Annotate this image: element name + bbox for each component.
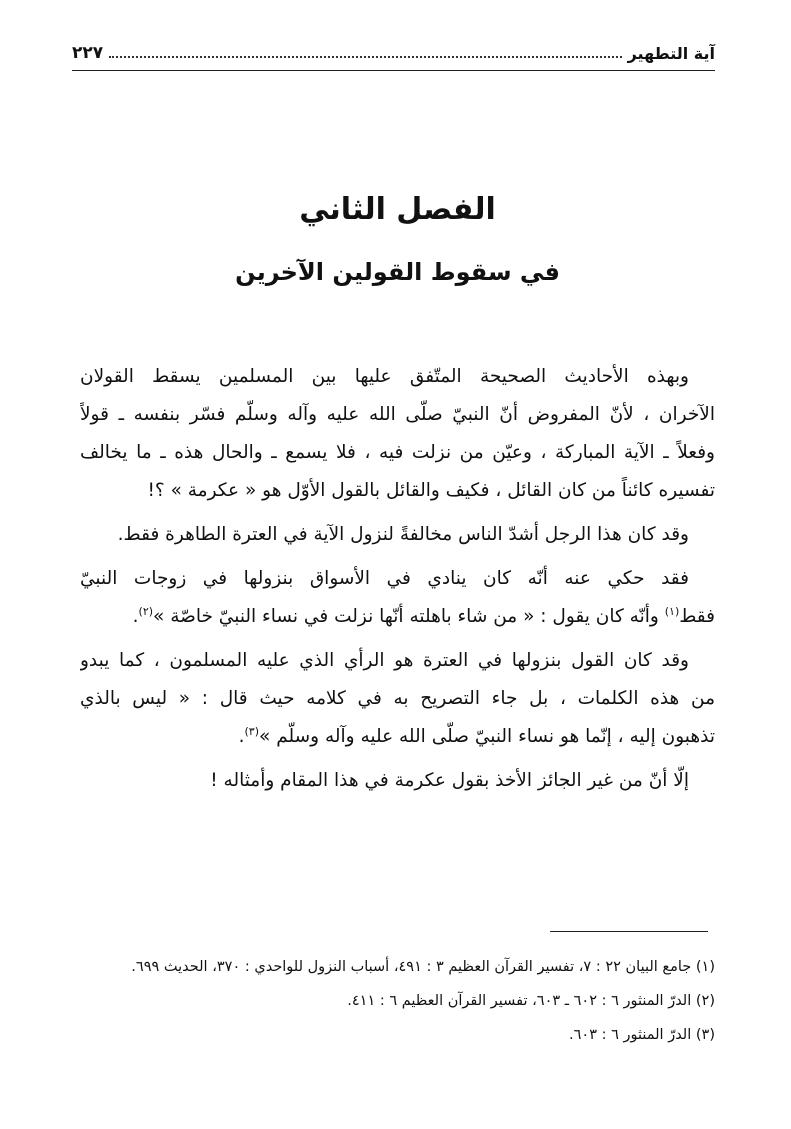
footnote-ref-2: (٢) [138,604,154,618]
running-header [72,38,715,71]
running-title: آية التطهير [627,43,715,63]
body-text [80,358,715,800]
footnote-ref-1: (١) [664,604,680,618]
footnote-3: (٣) الدرّ المنثور ٦ : ٦٠٣. [569,1027,715,1043]
text-fragment: . [238,726,245,747]
paragraph-3 [80,560,715,636]
paragraph-1 [80,358,715,510]
footnote-separator [550,931,708,932]
paragraph-5 [80,762,715,800]
text-line [80,718,715,756]
chapter-title: الفصل الثاني [299,192,496,227]
text-line: تفسيره كائناً من كان القائل ، فكيف والقائل بالقول الأوّل هو « عكرمة » ؟! [147,480,715,501]
text-fragment: تذهبون إليه ، إنّما هو نساء النبيّ صلّى الله عليه وآله وسلّم » [259,726,715,747]
page-number: ٢٢٧ [72,43,104,63]
text-line: وقد كان القول بنزولها في العترة هو الرأي الذي عليه المسلمون ، كما يبدو [80,650,689,671]
text-line [80,598,715,636]
text-line: وقد كان هذا الرجل أشدّ الناس مخالفةً لنزول الآية في العترة الطاهرة فقط. [117,524,689,545]
text-line: وبهذه الأحاديث الصحيحة المتّفق عليها بين المسلمين يسقط القولان [80,366,689,387]
paragraph-2 [80,516,715,554]
text-line: إلّا أنّ من غير الجائز الأخذ بقول عكرمة في هذا المقام وأمثاله ! [210,770,689,791]
text-line: من هذه الكلمات ، بل جاء التصريح به في كلامه حيث قال : « ليس بالذي [80,688,715,709]
footnote-1: (١) جامع البيان ٢٢ : ٧، تفسير القرآن العظيم ٣ : ٤٩١، أسباب النزول للواحدي : ٣٧٠، الحديث ٦٩٩. [131,959,715,975]
chapter-subtitle: في سقوط القولين الآخرين [235,258,560,286]
footnote-ref-3: (٣) [244,724,259,738]
text-fragment: . [132,606,139,627]
text-fragment: فقط [679,606,715,627]
paragraph-4 [80,642,715,756]
text-fragment: وأنّه كان يقول : « من شاء باهلته أنّها نزلت في نساء النبيّ خاصّة » [153,606,665,627]
text-line: الآخران ، لأنّ المفروض أنّ النبيّ صلّى الله عليه وآله وسلّم فسّر بنفسه ـ قولاً [80,404,715,425]
footnotes [80,950,715,1052]
footnote-2: (٢) الدرّ المنثور ٦ : ٦٠٢ ـ ٦٠٣، تفسير القرآن العظيم ٦ : ٤١١. [347,993,715,1009]
text-line: وفعلاً ـ الآية المباركة ، وعيّن من نزلت فيه ، فلا يسمع ـ والحال هذه ـ ما يخالف [80,442,715,463]
text-line: فقد حكي عنه أنّه كان ينادي في الأسواق بنزولها في زوجات النبيّ [80,568,689,589]
header-dot-leader [109,56,621,58]
